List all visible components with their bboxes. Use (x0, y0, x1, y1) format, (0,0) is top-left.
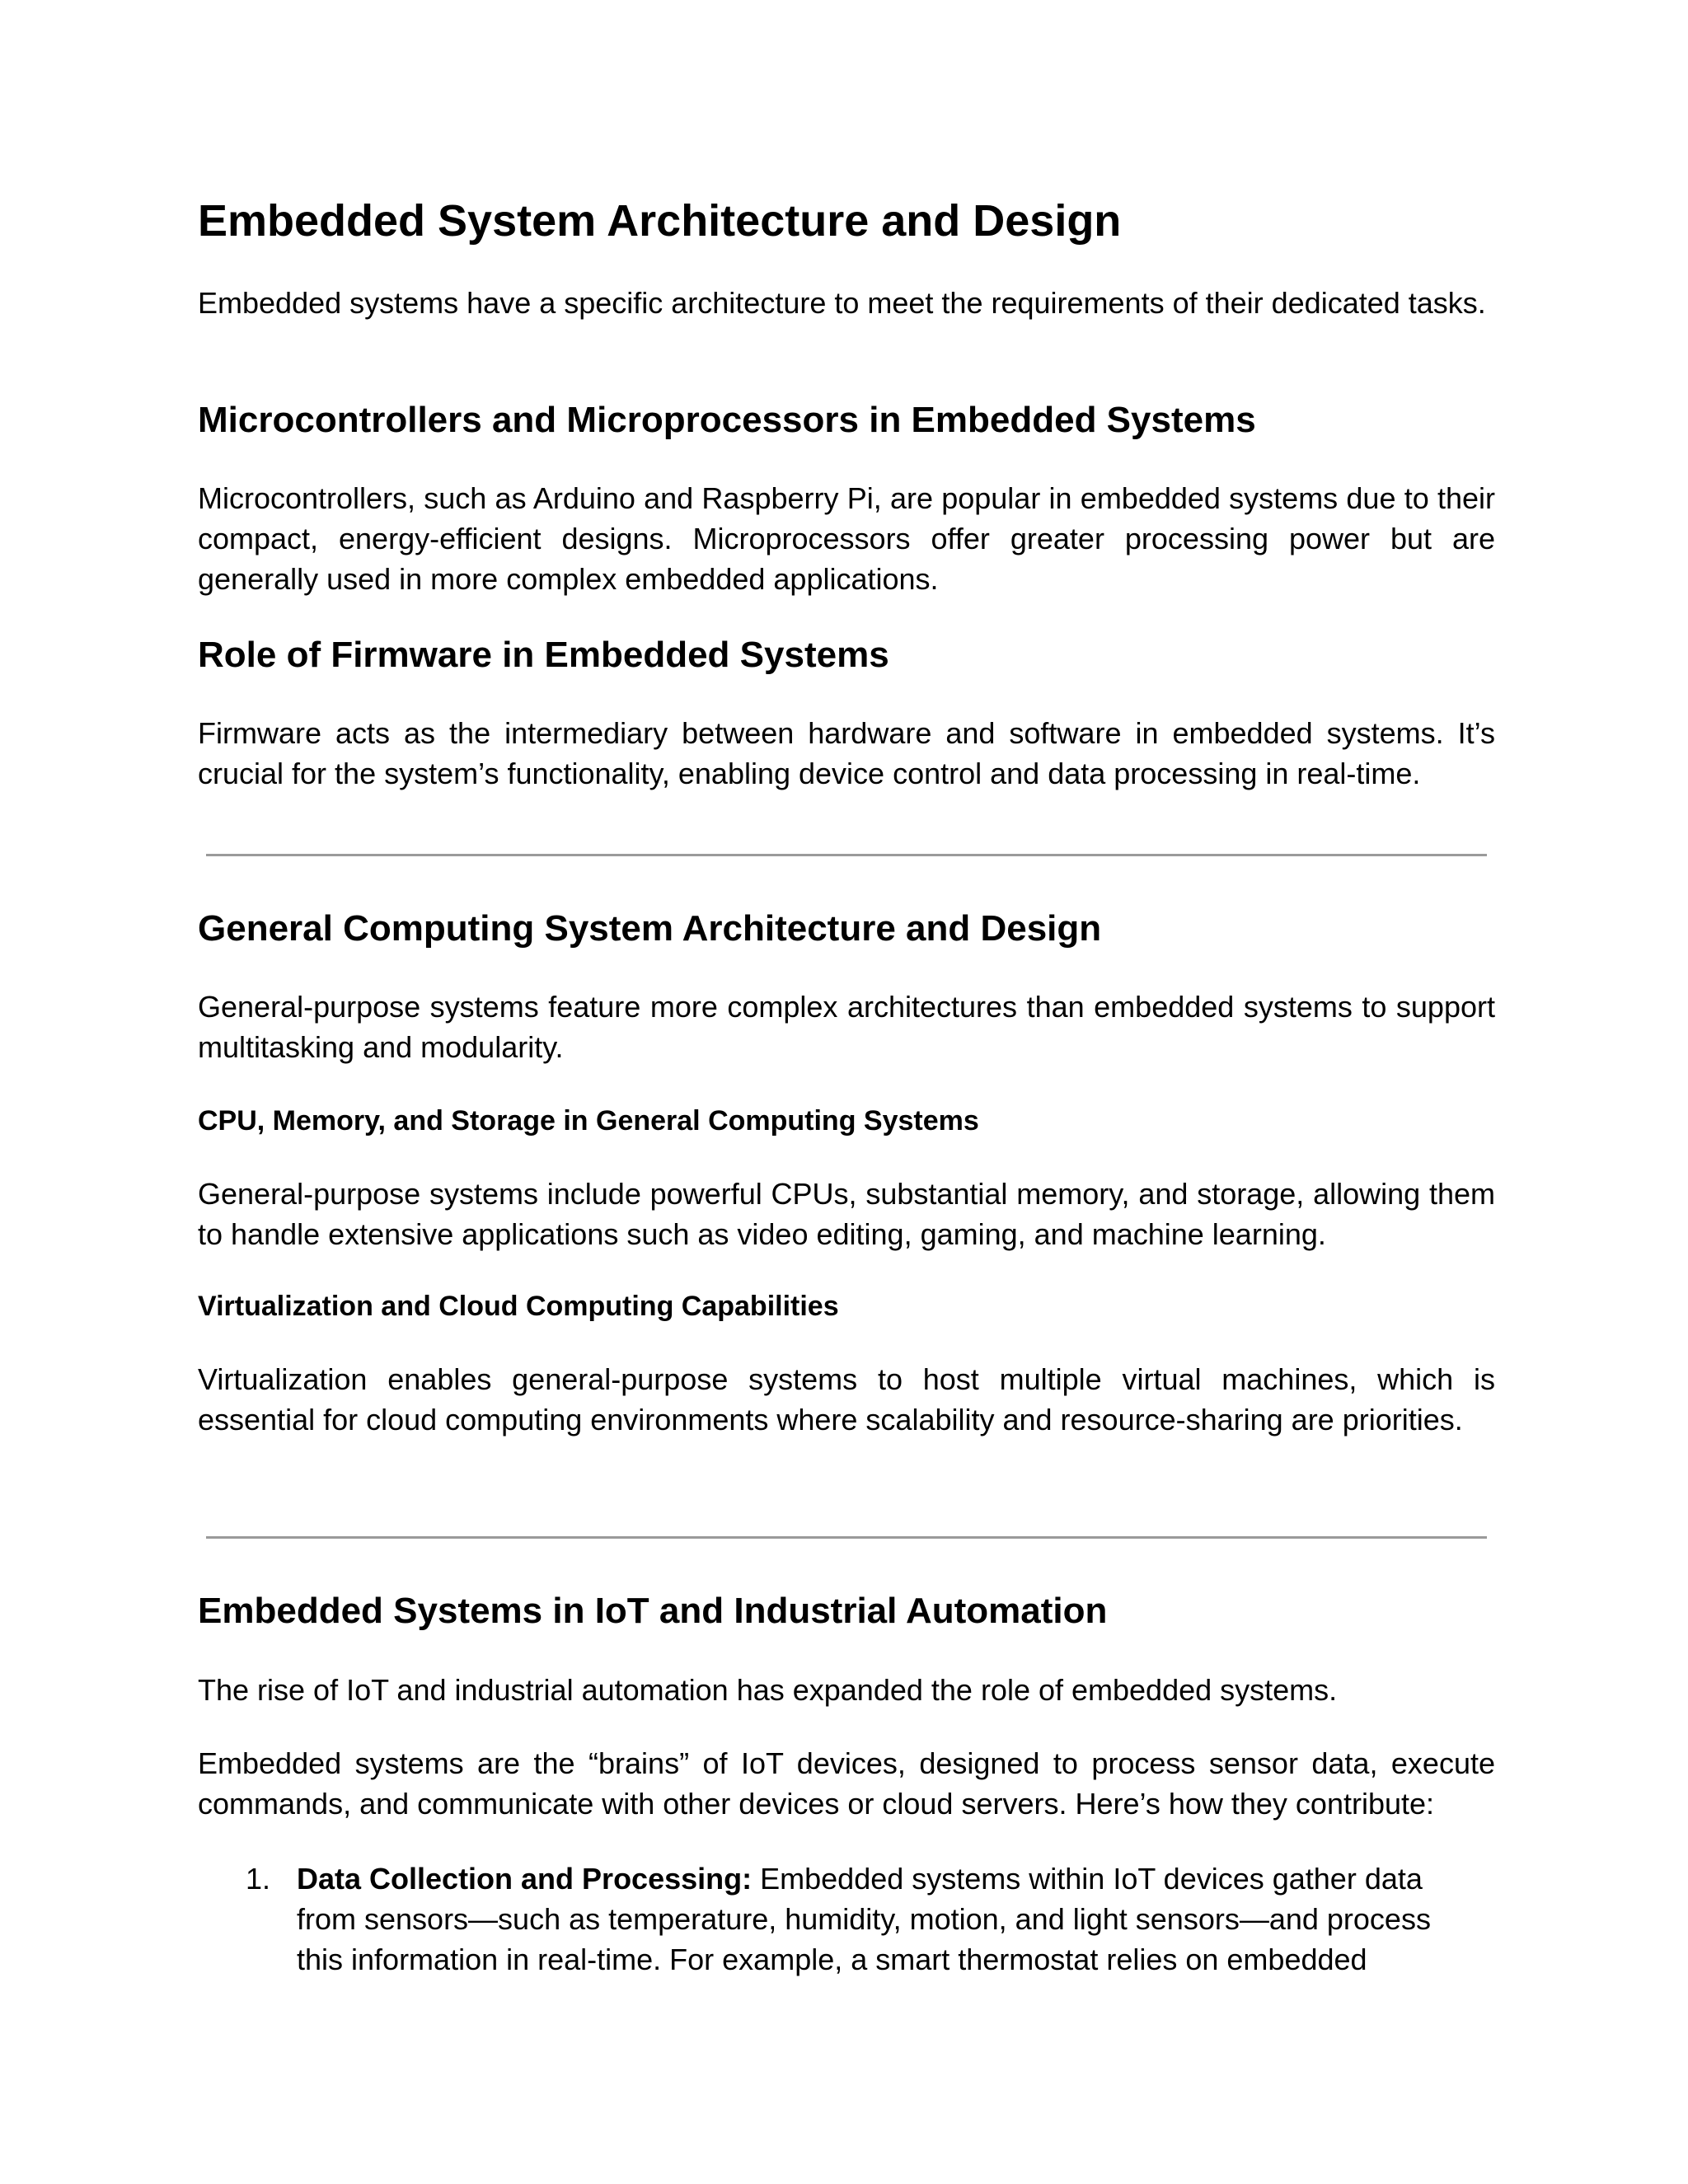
section-body-general-computing: General-purpose systems feature more complex architectures than embedded systems to support multitasking and modularity. (198, 990, 1495, 1064)
section-heading-general-computing: General Computing System Architecture and Design (198, 908, 1102, 949)
subsection-heading-virtualization: Virtualization and Cloud Computing Capabilities (198, 1291, 839, 1322)
intro-paragraph: Embedded systems have a specific architecture to meet the requirements of their dedicated tasks. (198, 286, 1486, 320)
subsection-body-virtualization: Virtualization enables general-purpose systems to host multiple virtual machines, which is essential for cloud computing environments where scalability and resource-sharing are priorities. (198, 1362, 1495, 1436)
numbered-list (198, 1858, 1495, 1980)
section-heading-firmware: Role of Firmware in Embedded Systems (198, 635, 889, 675)
subsection-heading-cpu-memory: CPU, Memory, and Storage in General Computing Systems (198, 1105, 979, 1137)
section-body-firmware: Firmware acts as the intermediary between hardware and software in embedded systems. It’s crucial for the system’s functionality, enabling device control and data processing in real-time. (198, 716, 1495, 790)
subsection-body-cpu-memory: General-purpose systems include powerful CPUs, substantial memory, and storage, allowing them to handle extensive applications such as video editing, gaming, and machine learning. (198, 1177, 1495, 1251)
list-item-number: 1. (246, 1862, 271, 1896)
section-body-iot-1: The rise of IoT and industrial automation has expanded the role of embedded systems. (198, 1673, 1338, 1707)
section-heading-microcontrollers: Microcontrollers and Microprocessors in Embedded Systems (198, 400, 1256, 440)
horizontal-divider (206, 1536, 1487, 1539)
list-item-term: Data Collection and Processing: (297, 1862, 753, 1896)
section-body-microcontrollers: Microcontrollers, such as Arduino and Raspberry Pi, are popular in embedded systems due to their compact, energy-efficient designs. Microprocessors offer greater processing power but are generally used in more complex embedded applications. (198, 481, 1495, 596)
page-title: Embedded System Architecture and Design (198, 196, 1122, 246)
list-item-text: Embedded systems within IoT devices gather data from sensors—such as temperature, humidity, motion, and light sensors—and process this information in real-time. For example, a smart thermostat relies on embedded (297, 1862, 1431, 1976)
horizontal-divider (206, 854, 1487, 856)
section-body-iot-2: Embedded systems are the “brains” of IoT devices, designed to process sensor data, execute commands, and communicate with other devices or cloud servers. Here’s how they contribute: (198, 1746, 1495, 1821)
list-item (198, 1858, 1451, 1980)
section-heading-iot: Embedded Systems in IoT and Industrial Automation (198, 1591, 1108, 1631)
